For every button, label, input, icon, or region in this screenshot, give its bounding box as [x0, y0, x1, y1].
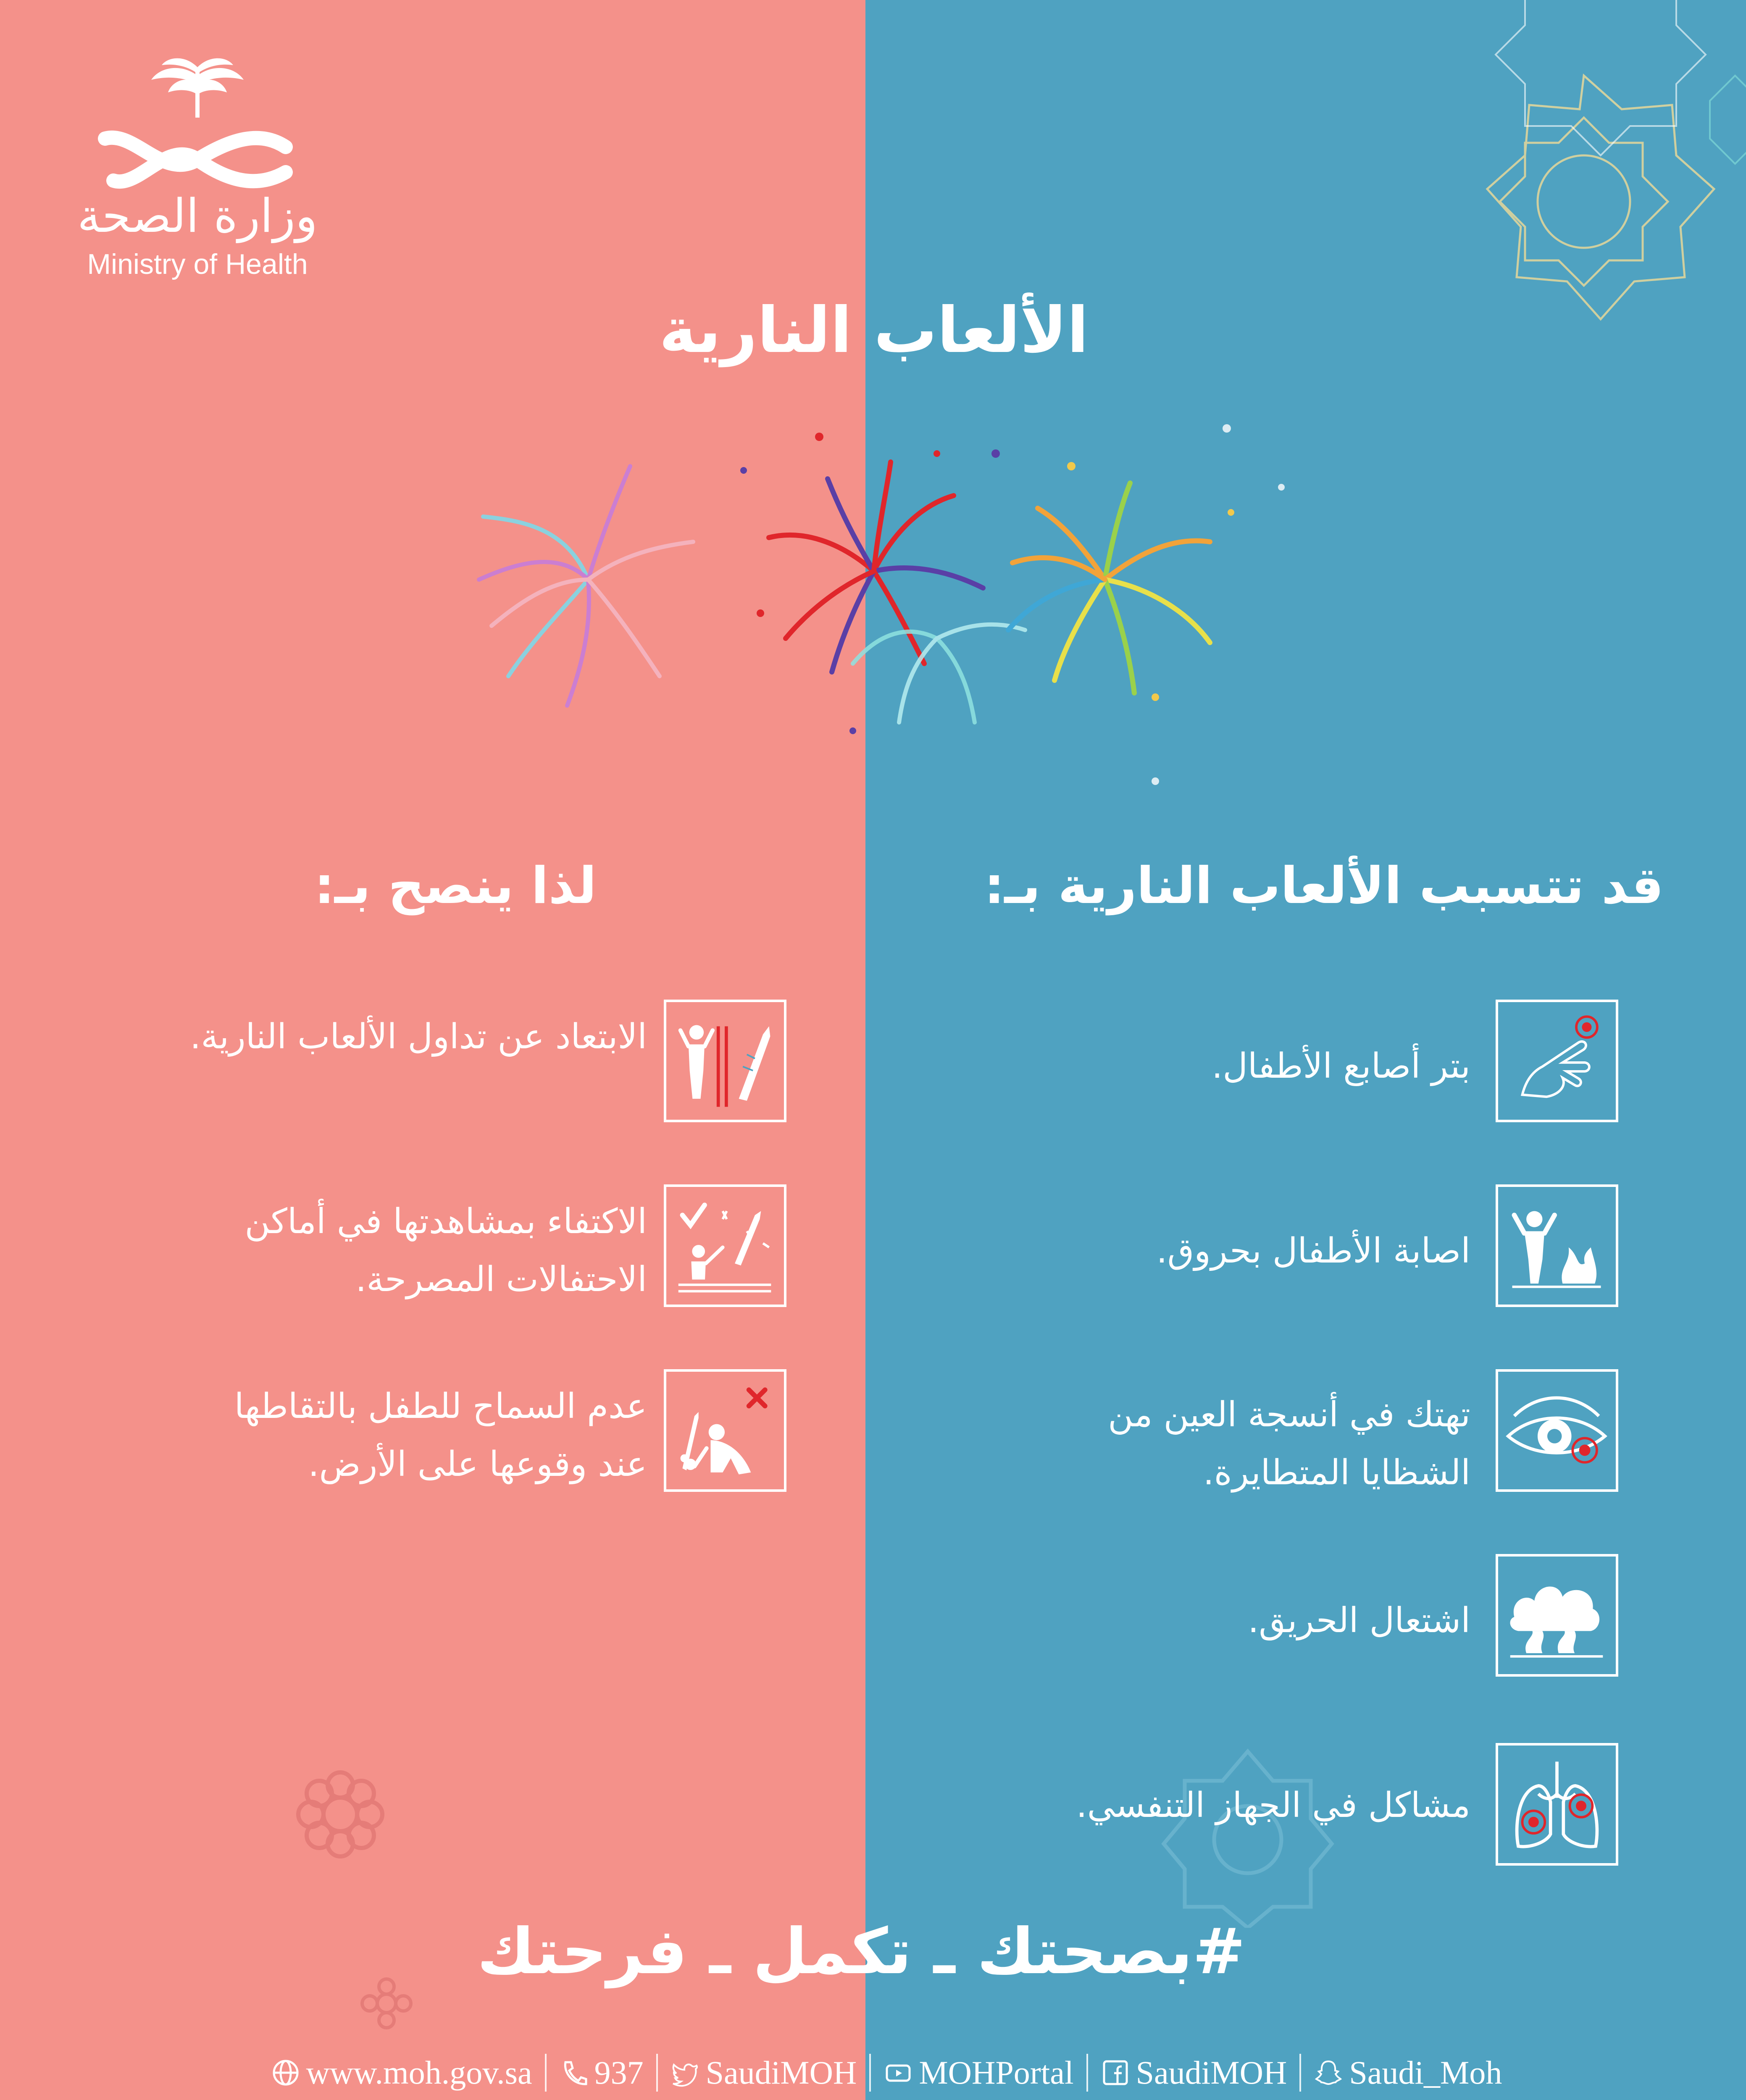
footer-divider: [656, 2054, 658, 2092]
star-ornament-bottom: [1160, 1743, 1336, 1928]
advice-text-2: الاكتفاء بمشاهدتها في أماكن الاحتفالات المصرحة.: [245, 1202, 647, 1299]
fireworks-illustration: [441, 403, 1323, 823]
no-pickup-icon: [664, 1369, 786, 1492]
campaign-hashtag: #بصحتك ـ تكمل ـ فرحتك: [477, 1915, 1246, 1988]
youtube-text: MOHPortal: [919, 2054, 1074, 2091]
logo-name-arabic: وزارة الصحة: [77, 189, 318, 243]
logo-name-english: Ministry of Health: [87, 248, 308, 280]
causes-heading: قد تتسبب الألعاب النارية بـ:: [984, 857, 1664, 915]
cause-text-1: بتر أصابع الأطفال.: [1212, 1046, 1470, 1086]
snapchat-text: Saudi_Moh: [1349, 2054, 1502, 2091]
finger-injury-icon: [1496, 1000, 1618, 1122]
twitter-text: SaudiMOH: [705, 2054, 857, 2091]
snapchat-icon: [1314, 2058, 1343, 2087]
advice-heading: لذا ينصح بـ:: [314, 857, 597, 915]
child-burn-icon: [1496, 1184, 1618, 1307]
footer-contacts: [235, 2054, 1538, 2092]
footer-divider: [1299, 2054, 1301, 2092]
footer-divider: [869, 2054, 871, 2092]
advice-text-1: الابتعاد عن تداول الألعاب النارية.: [190, 1017, 647, 1057]
footer-divider: [545, 2054, 547, 2092]
fire-icon: [1496, 1554, 1618, 1677]
globe-icon: [271, 2058, 300, 2087]
twitter-icon: [671, 2058, 700, 2087]
footer-twitter[interactable]: [671, 2054, 857, 2092]
footer-facebook[interactable]: [1101, 2054, 1287, 2092]
cause-text-4: اشتعال الحريق.: [1248, 1601, 1470, 1641]
footer-divider: [1086, 2054, 1088, 2092]
watch-celebration-icon: [664, 1184, 786, 1307]
youtube-icon: [884, 2058, 913, 2087]
advice-text-3: عدم السماح للطفل بالتقاطها عند وقوعها على الأرض.: [234, 1386, 647, 1484]
keep-away-icon: [664, 1000, 786, 1122]
facebook-text: SaudiMOH: [1136, 2054, 1287, 2091]
star-ornament-top-right: [1403, 0, 1746, 361]
page-title: الألعاب النارية: [659, 294, 1089, 367]
cause-text-2: اصابة الأطفال بحروق.: [1156, 1231, 1470, 1271]
cause-text-3: تهتك في أنسجة العين من الشظايا المتطايرة.: [1108, 1395, 1470, 1493]
phone-text: 937: [594, 2054, 644, 2091]
footer-phone[interactable]: [559, 2054, 644, 2092]
lungs-icon: [1496, 1743, 1618, 1866]
phone-icon: [559, 2058, 589, 2087]
footer-youtube[interactable]: [884, 2054, 1073, 2092]
eye-injury-icon: [1496, 1369, 1618, 1492]
website-text: www.moh.gov.sa: [306, 2054, 532, 2091]
footer-website[interactable]: [271, 2054, 532, 2092]
cause-text-5: مشاكل في الجهاز التنفسي.: [1076, 1785, 1470, 1825]
footer-snapchat[interactable]: [1314, 2054, 1502, 2092]
flower-ornament-left: [286, 1760, 395, 1869]
facebook-icon: [1101, 2058, 1130, 2087]
